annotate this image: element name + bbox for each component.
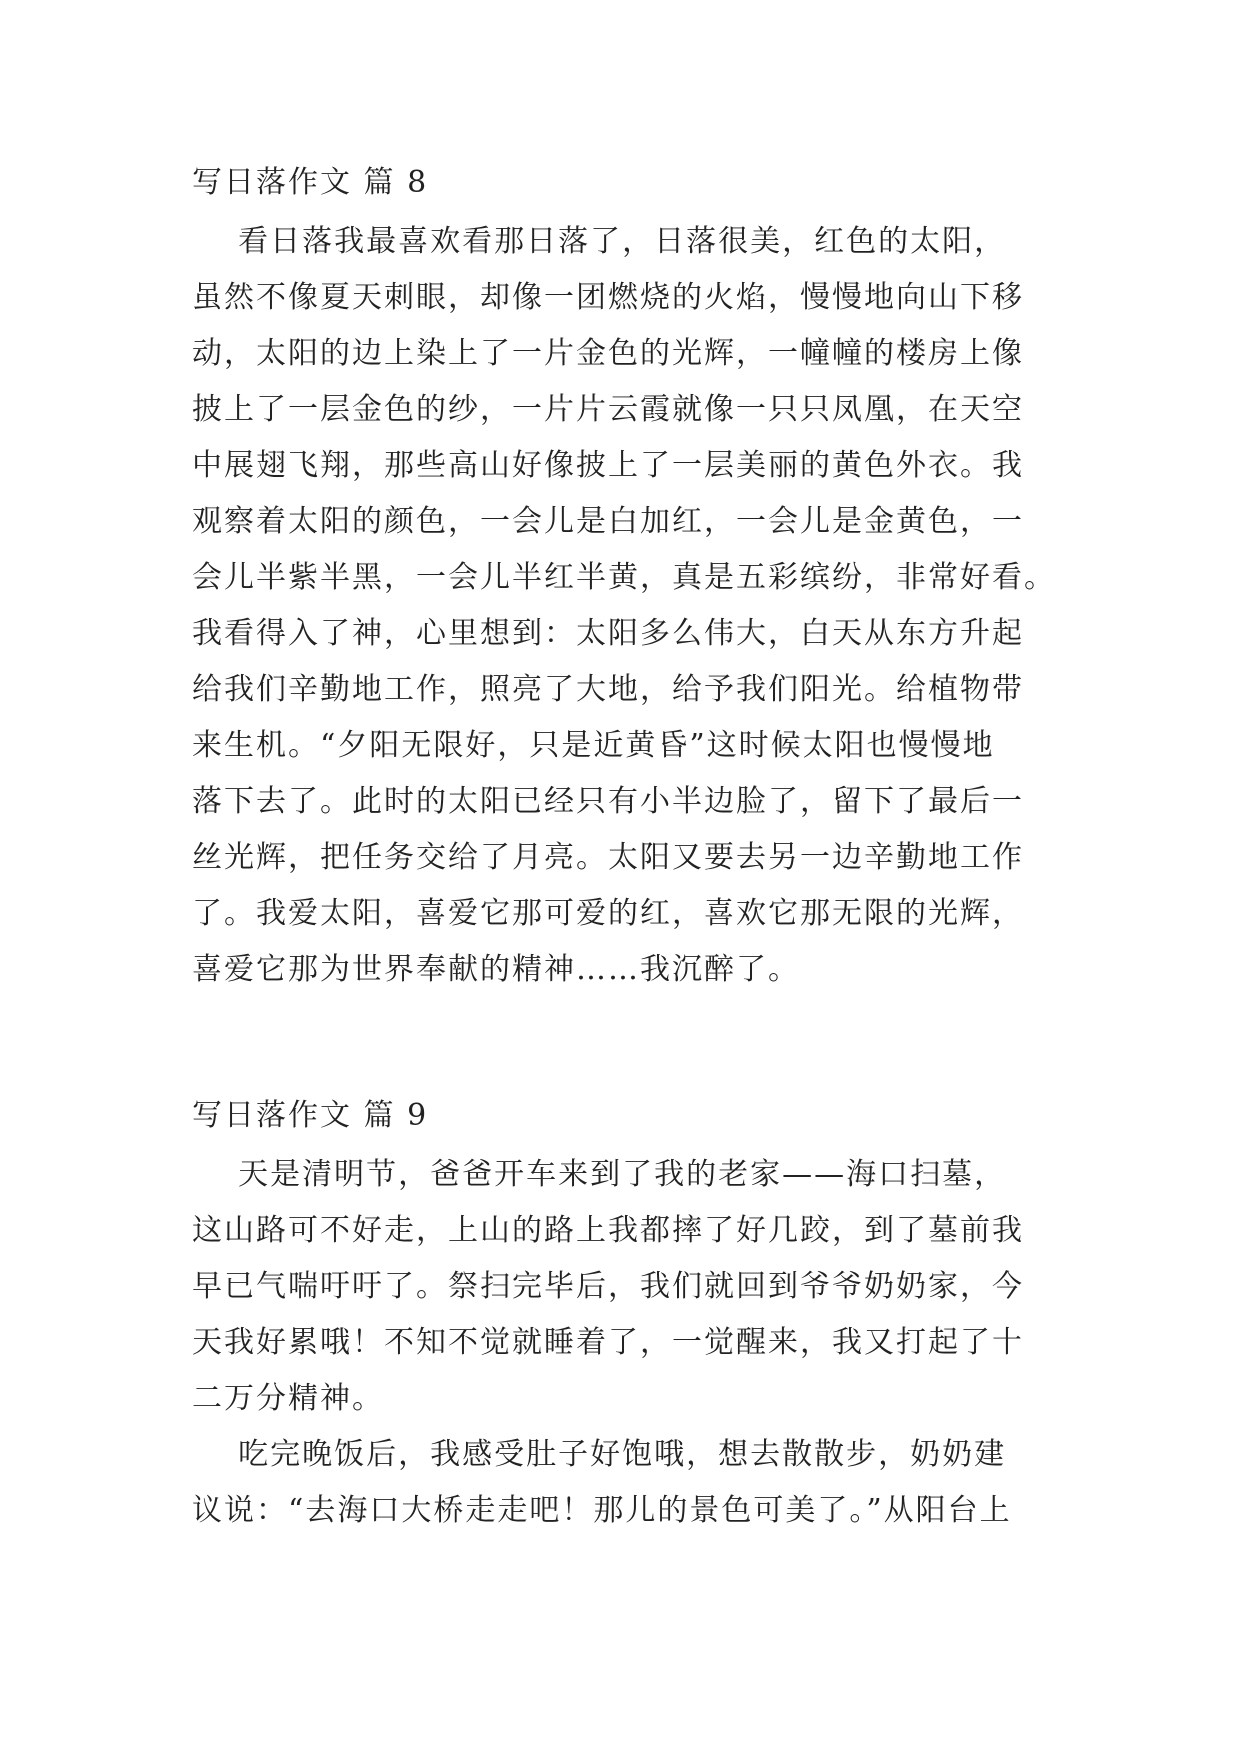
paragraph-line: 来生机。“夕阳无限好，只是近黄昏”这时候太阳也慢慢地 — [192, 728, 995, 763]
paragraph-line: 议说：“去海口大桥走走吧！那儿的景色可美了。”从阳台上 — [192, 1493, 1012, 1528]
paragraph-line: 中展翅飞翔，那些高山好像披上了一层美丽的黄色外衣。我 — [192, 448, 1024, 483]
section-title: 写日落作文 篇 9 — [192, 1098, 429, 1133]
paragraph-line: 二万分精神。 — [192, 1381, 384, 1416]
paragraph-line: 天是清明节，爸爸开车来到了我的老家——海口扫墓， — [192, 1157, 1007, 1192]
paragraph-line: 看日落我最喜欢看那日落了，日落很美，红色的太阳， — [192, 224, 1007, 259]
paragraph-line: 我看得入了神，心里想到：太阳多么伟大，白天从东方升起 — [192, 616, 1024, 651]
paragraph-line: 落下去了。此时的太阳已经只有小半边脸了，留下了最后一 — [192, 784, 1024, 819]
paragraph-line: 给我们辛勤地工作，照亮了大地，给予我们阳光。给植物带 — [192, 672, 1024, 707]
paragraph-line: 会儿半紫半黑，一会儿半红半黄，真是五彩缤纷，非常好看。 — [192, 560, 1056, 595]
paragraph-line: 动，太阳的边上染上了一片金色的光辉，一幢幢的楼房上像 — [192, 336, 1024, 371]
paragraph-line: 了。我爱太阳，喜爱它那可爱的红，喜欢它那无限的光辉， — [192, 896, 1024, 931]
paragraph-line: 早已气喘吁吁了。祭扫完毕后，我们就回到爷爷奶奶家，今 — [192, 1269, 1024, 1304]
paragraph-line: 披上了一层金色的纱，一片片云霞就像一只只凤凰，在天空 — [192, 392, 1024, 427]
section-title: 写日落作文 篇 8 — [192, 165, 429, 200]
paragraph-line: 丝光辉，把任务交给了月亮。太阳又要去另一边辛勤地工作 — [192, 840, 1024, 875]
paragraph-line: 观察着太阳的颜色，一会儿是白加红，一会儿是金黄色，一 — [192, 504, 1024, 539]
essay-section-9 — [192, 1096, 1052, 1539]
paragraph-line: 虽然不像夏天刺眼，却像一团燃烧的火焰，慢慢地向山下移 — [192, 280, 1024, 315]
paragraph-line: 这山路可不好走，上山的路上我都摔了好几跤，到了墓前我 — [192, 1213, 1024, 1248]
paragraph-line: 喜爱它那为世界奉献的精神……我沉醉了。 — [192, 952, 800, 987]
paragraph-line: 吃完晚饭后，我感受肚子好饱哦，想去散散步，奶奶建 — [192, 1437, 1007, 1472]
essay-section-8 — [192, 163, 1056, 998]
paragraph-line: 天我好累哦！不知不觉就睡着了，一觉醒来，我又打起了十 — [192, 1325, 1024, 1360]
